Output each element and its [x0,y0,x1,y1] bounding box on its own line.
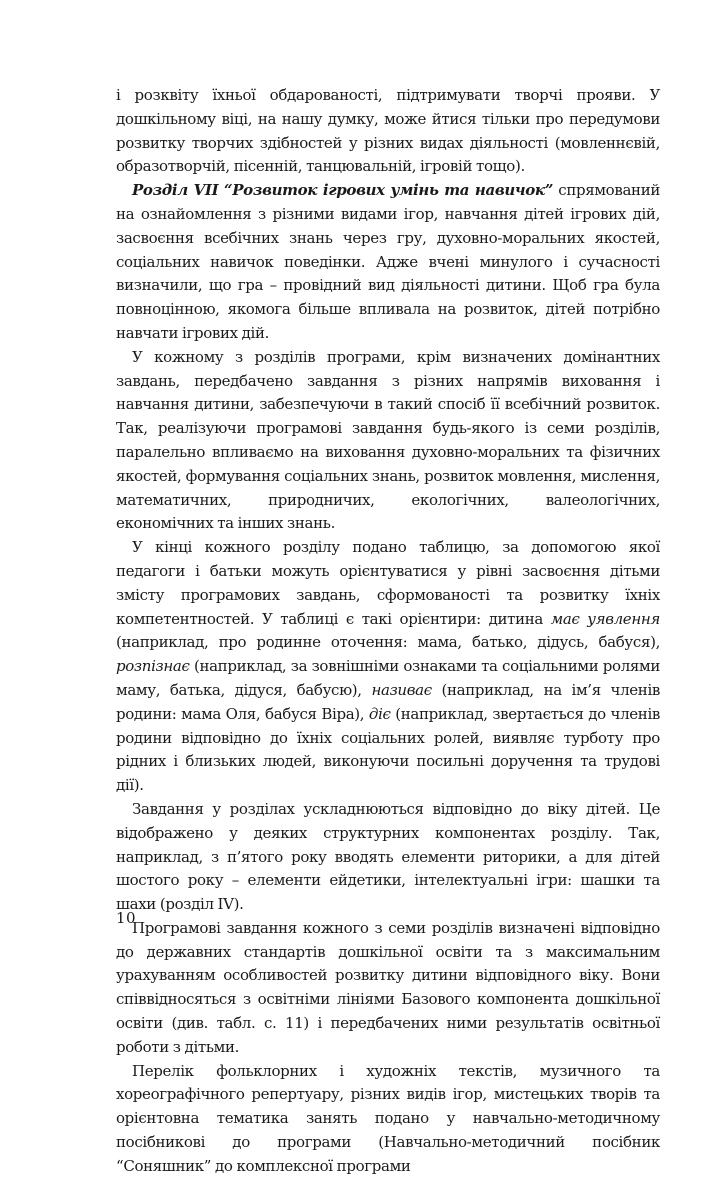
text-segment: і розквіту їхньої обдарованості, підтримувати творчі прояви. У дошкільному віці, на нашу думку, може йтися тільки про передумови розвитку творчих здібностей у різних видах діяльності (мовленнєвій, образотворчій, пісенній, танцювальній, ігровій тощо). [116,86,660,176]
section-title-emphasis: Розділ VІІ “Розвиток ігрових умінь та навичок” [132,181,553,200]
italic-term: має уявлення [550,609,660,628]
text-segment: Програмові завдання кожного з семи розділів визначені відповідно до державних стандартів дошкільної освіти та з максимальним урахуванням особливостей розвитку дитини відповідного віку. Вони співвідносяться з освітніми лініями Базового компонента дошкільної освіти (див. табл. с. 11) і передбачених ними результатів освітньої роботи з дітьми. [116,918,660,1056]
page-body [116,84,660,1179]
italic-term: діє [368,704,391,723]
text-segment: (наприклад, на ім’я членів родини: мама Оля, бабуся Віра), [116,680,660,723]
text-segment: Перелік фольклорних і художніх текстів, музичного та хореографічного репертуару, різних видів ігор, мистецьких творів та орієнтовна тематика занять подано у навчально-методичному посібникові до програми (Навчально-методичний посібник “Соняшник” до комплексної програми [116,1061,660,1175]
paragraph [116,798,660,917]
paragraph [116,917,660,1060]
paragraph [116,179,660,346]
text-segment: (наприклад, звертається до членів родини відповідно до їхніх соціальних ролей, виявляє турботу про рідних і близьких людей, виконуючи посильні доручення та трудові дії). [116,704,660,795]
text-segment: У кінці кожного розділу подано таблицю, за допомогою якої педагоги і батьки можуть орієнтуватися у рівні засвоєння дітьми змісту програмових завдань, сформованості та розвитку їхніх компетентностей. У таблиці є такі орієнтири: дитина [116,538,660,628]
italic-term: розпізнає [116,657,190,676]
paragraph [116,346,660,536]
text-segment: Завдання у розділах ускладнюються відповідно до віку дітей. Це відображено у деяких структурних компонентах розділу. Так, наприклад, з п’ятого року вводять елементи риторики, а для дітей шостого року – елементи ейдетики, інтелектуальні ігри: шашки та шахи (розділ IV). [116,799,660,914]
paragraph [116,536,660,798]
paragraph [116,1060,660,1179]
paragraph [116,84,660,179]
text-segment: спрямований на ознайомлення з різними видами ігор, навчання дітей ігрових дій, засвоєння всебічних знань через гру, духовно-моральних якостей, соціальних навичок поведінки. Адже вчені минулого і сучасності визначили, що гра – провідний вид діяльності дитини. Щоб гра була повноцінною, якомога більше впливала на розвиток, дітей потрібно навчати ігрових дій. [116,181,660,342]
text-segment: У кожному з розділів програми, крім визначених домінантних завдань, передбачено завдання з різних напрямів виховання і навчання дитини, забезпечуючи в такий спосіб її всебічний розвиток. Так, реалізуючи програмові завдання будь-якого із семи розділів, паралельно впливаємо на виховання духовно-моральних та фізичних якостей, формування соціальних знань, розвиток мовлення, мислення, математичних, природничих, екологічних, валеологічних, економічних та інших знань. [116,347,660,533]
italic-term: називає [371,680,432,699]
text-segment: (наприклад, за зовнішніми ознаками та соціальними ролями маму, батька, дідуся, бабусю), [116,657,660,699]
text-segment: (наприклад, про родинне оточення: мама, батько, дідусь, бабуся), [116,633,660,652]
page-number: 10 [116,909,137,927]
